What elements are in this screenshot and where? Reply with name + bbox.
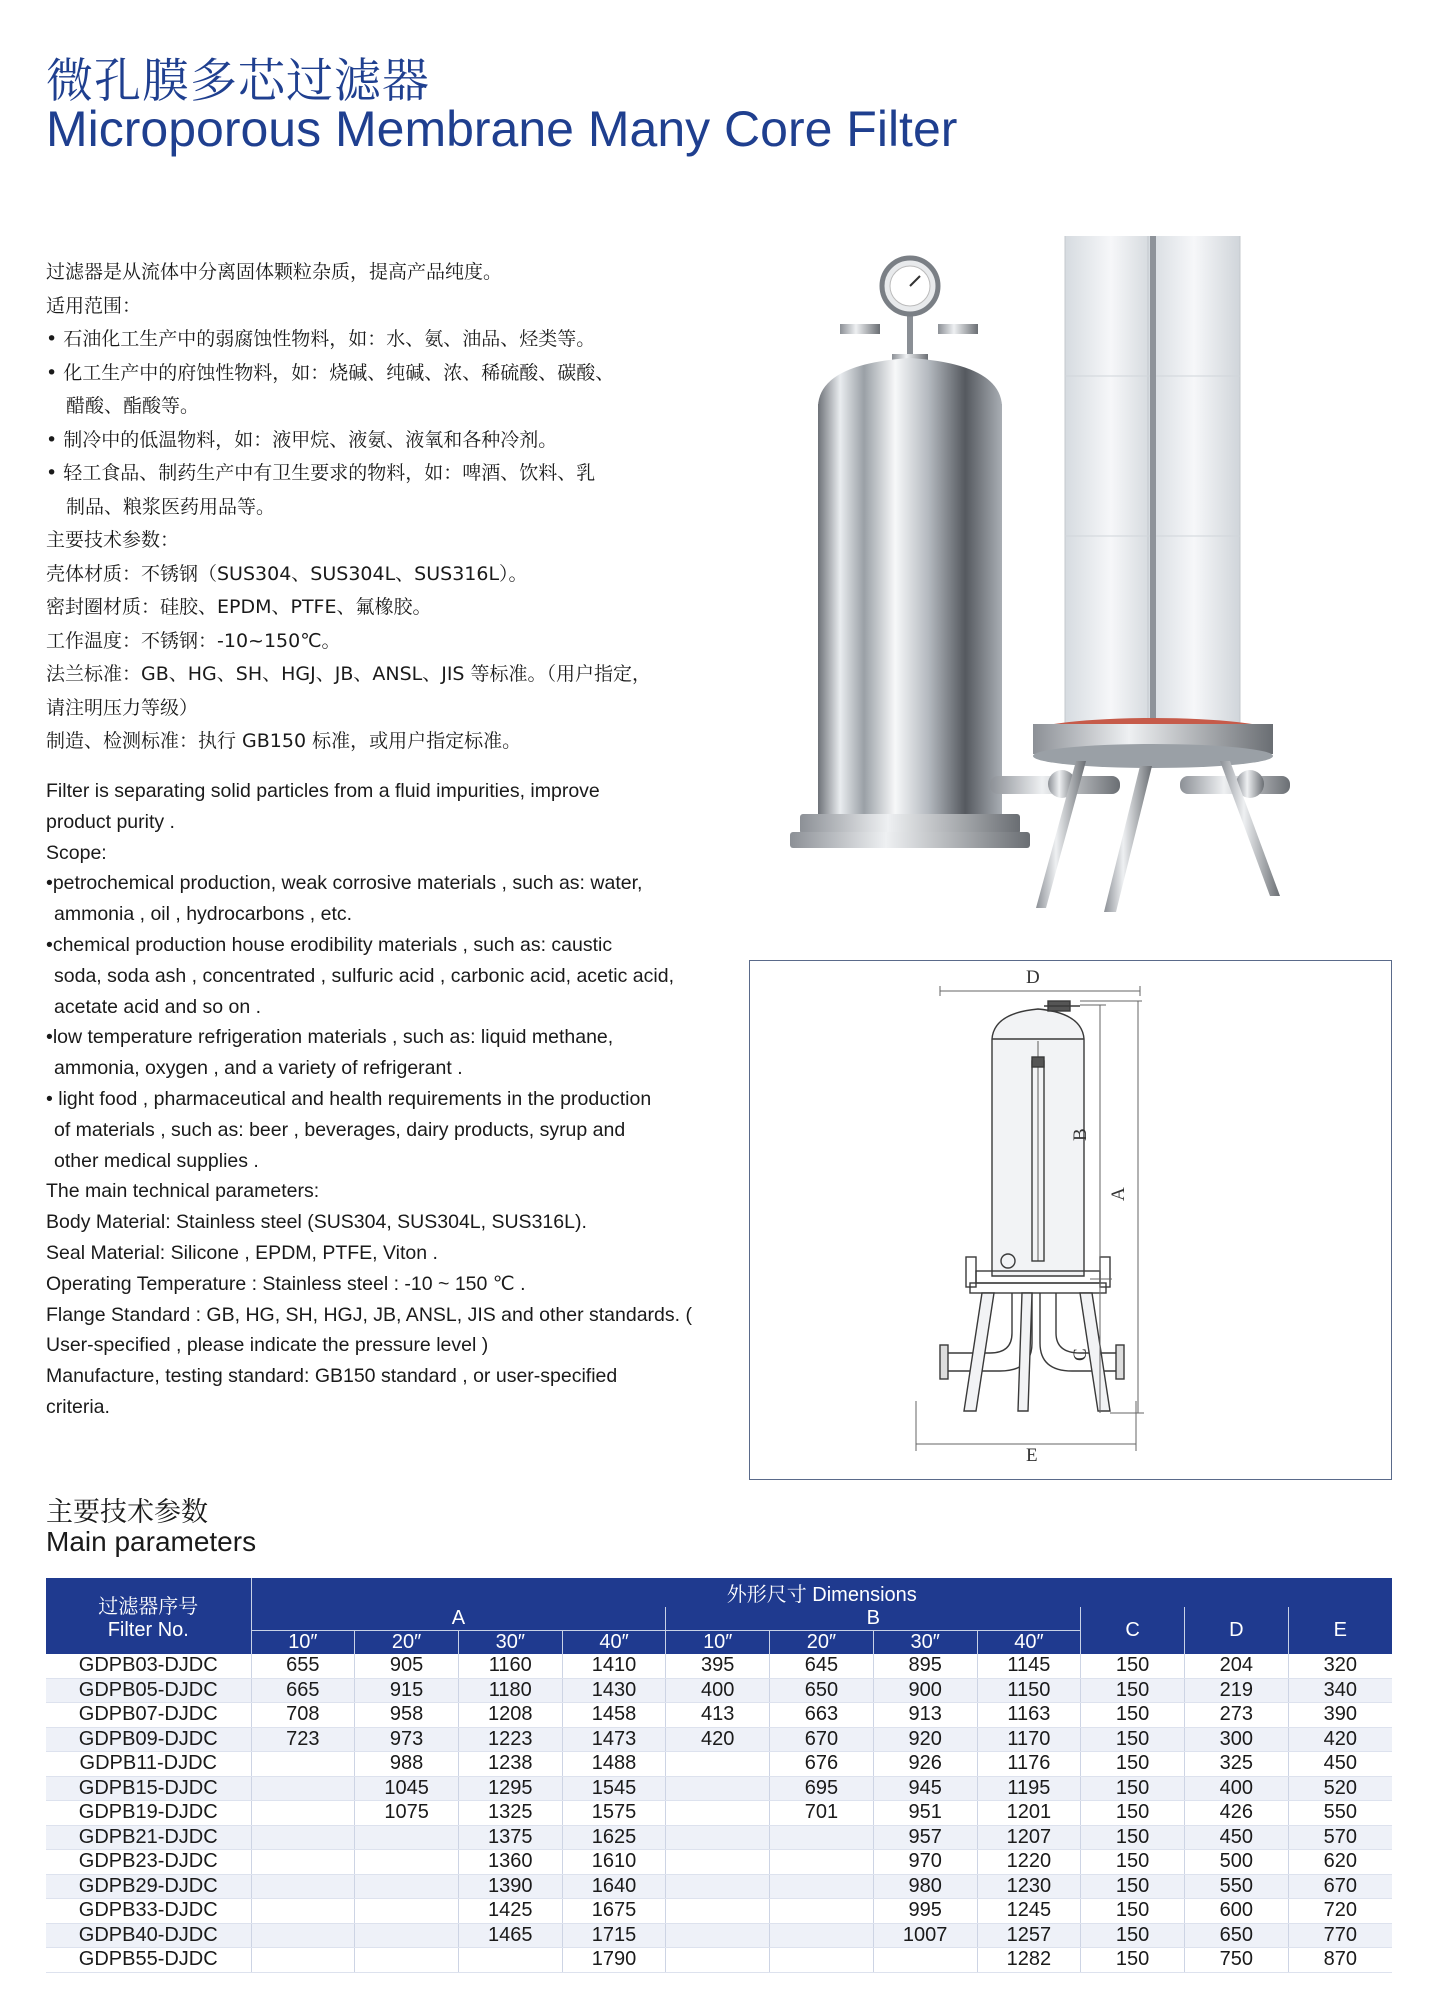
- filter-no-cell: GDPB07-DJDC: [46, 1703, 251, 1728]
- text-line: 适用范围：: [46, 294, 142, 317]
- text-line: Body Material: Stainless steel (SUS304, SUS304L, SUS316L).: [46, 1211, 587, 1234]
- group-b-header: B: [666, 1607, 1081, 1631]
- text-line: • 化工生产中的府蚀性物料，如：烧碱、纯碱、浓、稀硫酸、碳酸、: [46, 361, 615, 384]
- dimension-cell: 945: [873, 1776, 977, 1801]
- text-line: other medical supplies .: [54, 1149, 259, 1172]
- dimension-cell: [355, 1825, 459, 1850]
- section-title-en: Main parameters: [46, 1526, 257, 1557]
- dimension-cell: 150: [1081, 1703, 1185, 1728]
- dimension-cell: 150: [1081, 1801, 1185, 1826]
- dimension-cell: 1257: [977, 1923, 1081, 1948]
- dimension-cell: 676: [770, 1752, 874, 1777]
- text-line: •chemical production house erodibility materials , such as: caustic: [46, 933, 613, 956]
- dimension-cell: [770, 1825, 874, 1850]
- table-row: [46, 1727, 1392, 1752]
- col-c-header: C: [1081, 1607, 1185, 1654]
- dim-label-e: E: [1026, 1445, 1038, 1466]
- filter-no-header-cn: 过滤器序号: [98, 1596, 199, 1618]
- dimension-cell: 450: [1288, 1752, 1392, 1777]
- dimension-cell: 620: [1288, 1850, 1392, 1875]
- dimension-cell: 1150: [977, 1678, 1081, 1703]
- text-line: • 制冷中的低温物料，如：液甲烷、液氨、液氧和各种冷剂。: [46, 428, 558, 451]
- table-row: [46, 1801, 1392, 1826]
- dimension-cell: 1473: [562, 1727, 666, 1752]
- dimension-cell: 1488: [562, 1752, 666, 1777]
- dimension-cell: [251, 1752, 355, 1777]
- dimension-cell: [355, 1948, 459, 1973]
- dimension-cell: 695: [770, 1776, 874, 1801]
- dimension-cell: 750: [1184, 1948, 1288, 1973]
- dimension-cell: 150: [1081, 1752, 1185, 1777]
- dimension-cell: 320: [1288, 1654, 1392, 1678]
- size-header: 40″: [562, 1631, 666, 1655]
- dimension-cell: [251, 1776, 355, 1801]
- product-photo: [780, 236, 1300, 912]
- table-row: [46, 1776, 1392, 1801]
- dimension-cell: 920: [873, 1727, 977, 1752]
- dimension-cell: 1360: [458, 1850, 562, 1875]
- dimension-cell: [666, 1850, 770, 1875]
- dim-label-d: D: [1026, 967, 1040, 988]
- dimension-cell: [666, 1923, 770, 1948]
- dimension-cell: 1610: [562, 1850, 666, 1875]
- dimension-cell: 980: [873, 1874, 977, 1899]
- dimension-cell: [355, 1923, 459, 1948]
- dimension-cell: 150: [1081, 1948, 1185, 1973]
- dimension-cell: [666, 1874, 770, 1899]
- group-a-header: A: [251, 1607, 666, 1631]
- filter-no-header: [46, 1578, 251, 1654]
- dimension-cell: 1170: [977, 1727, 1081, 1752]
- text-line: 工作温度：不锈钢：-10~150℃。: [46, 629, 341, 652]
- filter-no-cell: GDPB05-DJDC: [46, 1678, 251, 1703]
- filter-no-cell: GDPB33-DJDC: [46, 1899, 251, 1924]
- dimension-cell: 1675: [562, 1899, 666, 1924]
- dimension-cell: 973: [355, 1727, 459, 1752]
- filter-no-cell: GDPB29-DJDC: [46, 1874, 251, 1899]
- text-line: 请注明压力等级）: [46, 696, 199, 719]
- text-line: ammonia , oil , hydrocarbons , etc.: [54, 903, 353, 926]
- text-line: criteria.: [46, 1395, 110, 1418]
- dimension-cell: [873, 1948, 977, 1973]
- dimension-cell: 995: [873, 1899, 977, 1924]
- table-row: [46, 1923, 1392, 1948]
- text-line: of materials , such as: beer , beverages, dairy products, syrup and: [54, 1118, 626, 1141]
- dimension-cell: 150: [1081, 1776, 1185, 1801]
- dimension-cell: [770, 1874, 874, 1899]
- dimension-cell: 770: [1288, 1923, 1392, 1948]
- text-line: Filter is separating solid particles from a fluid impurities, improve: [46, 780, 600, 802]
- dimension-cell: [251, 1874, 355, 1899]
- size-header: 30″: [458, 1631, 562, 1655]
- table-row: [46, 1825, 1392, 1850]
- dimension-cell: 1640: [562, 1874, 666, 1899]
- dimension-cell: 325: [1184, 1752, 1288, 1777]
- filter-no-cell: GDPB23-DJDC: [46, 1850, 251, 1875]
- dim-label-a: A: [1108, 1187, 1129, 1201]
- dimension-cell: 895: [873, 1654, 977, 1678]
- text-line: User-specified , please indicate the pressure level ): [46, 1334, 489, 1357]
- filter-no-cell: GDPB03-DJDC: [46, 1654, 251, 1678]
- text-line: 壳体材质：不锈钢（SUS304、SUS304L、SUS316L）。: [46, 562, 528, 585]
- text-line: ammonia, oxygen , and a variety of refrigerant .: [54, 1057, 463, 1080]
- dimension-cell: [251, 1899, 355, 1924]
- dimension-cell: 663: [770, 1703, 874, 1728]
- dimension-cell: 413: [666, 1703, 770, 1728]
- dimension-cell: [355, 1874, 459, 1899]
- text-line: 制造、检测标准：执行 GB150 标准，或用户指定标准。: [46, 730, 522, 752]
- size-header: 20″: [355, 1631, 459, 1655]
- dimension-cell: 150: [1081, 1825, 1185, 1850]
- page-title-en: Microporous Membrane Many Core Filter: [46, 101, 958, 157]
- parameters-table-body: [46, 1654, 1392, 1972]
- dimension-cell: 958: [355, 1703, 459, 1728]
- description-en: [46, 776, 696, 1423]
- filter-no-cell: GDPB09-DJDC: [46, 1727, 251, 1752]
- dimension-cell: 390: [1288, 1703, 1392, 1728]
- dimension-cell: 1425: [458, 1899, 562, 1924]
- dimension-cell: 1790: [562, 1948, 666, 1973]
- dimension-cell: 1208: [458, 1703, 562, 1728]
- dimension-cell: 970: [873, 1850, 977, 1875]
- dimension-cell: [666, 1776, 770, 1801]
- dimension-cell: 600: [1184, 1899, 1288, 1924]
- table-row: [46, 1703, 1392, 1728]
- dimension-cell: [770, 1923, 874, 1948]
- text-line: Operating Temperature : Stainless steel : -10 ~ 150 ℃ .: [46, 1272, 526, 1295]
- filter-no-cell: GDPB21-DJDC: [46, 1825, 251, 1850]
- dimension-cell: 913: [873, 1703, 977, 1728]
- dimension-cell: 905: [355, 1654, 459, 1678]
- text-line: •low temperature refrigeration materials , such as: liquid methane,: [46, 1026, 614, 1049]
- dimension-cell: 915: [355, 1678, 459, 1703]
- table-row: [46, 1654, 1392, 1678]
- size-header: 40″: [977, 1631, 1081, 1655]
- dimension-cell: 665: [251, 1678, 355, 1703]
- text-line: • 石油化工生产中的弱腐蚀性物料，如：水、氨、油品、烃类等。: [46, 328, 596, 350]
- dimension-diagram: [749, 960, 1392, 1480]
- text-line: soda, soda ash , concentrated , sulfuric acid , carbonic acid, acetic acid,: [54, 964, 675, 987]
- text-line: 制品、粮浆医药用品等。: [66, 495, 276, 518]
- dimension-cell: 150: [1081, 1874, 1185, 1899]
- table-row: [46, 1752, 1392, 1777]
- text-line: 法兰标准：GB、HG、SH、HGJ、JB、ANSL、JIS 等标准。（用户指定，: [46, 663, 652, 685]
- dimension-cell: [770, 1948, 874, 1973]
- dimension-cell: 670: [770, 1727, 874, 1752]
- dimension-cell: [251, 1923, 355, 1948]
- dimension-cell: [355, 1899, 459, 1924]
- dimension-cell: 420: [1288, 1727, 1392, 1752]
- text-line: • light food , pharmaceutical and health requirements in the production: [46, 1087, 652, 1110]
- dimension-cell: 988: [355, 1752, 459, 1777]
- dimension-cell: 1282: [977, 1948, 1081, 1973]
- text-line: 主要技术参数：: [46, 529, 180, 551]
- size-header: 10″: [251, 1631, 355, 1655]
- dimension-cell: 550: [1184, 1874, 1288, 1899]
- dimension-cell: 870: [1288, 1948, 1392, 1973]
- dimension-cell: 400: [666, 1678, 770, 1703]
- dimension-cell: 400: [1184, 1776, 1288, 1801]
- dimension-cell: 720: [1288, 1899, 1392, 1924]
- dimension-cell: 1625: [562, 1825, 666, 1850]
- dimension-cell: 1201: [977, 1801, 1081, 1826]
- dimension-cell: 1238: [458, 1752, 562, 1777]
- dimension-cell: 926: [873, 1752, 977, 1777]
- dimension-cell: 395: [666, 1654, 770, 1678]
- dimension-cell: 1223: [458, 1727, 562, 1752]
- dimension-cell: 957: [873, 1825, 977, 1850]
- dimension-cell: [355, 1850, 459, 1875]
- dimension-cell: 1410: [562, 1654, 666, 1678]
- text-line: Scope:: [46, 841, 107, 864]
- text-line: Manufacture, testing standard: GB150 standard , or user-specified: [46, 1365, 618, 1388]
- size-header: 10″: [666, 1631, 770, 1655]
- table-row: [46, 1948, 1392, 1973]
- dimension-cell: 520: [1288, 1776, 1392, 1801]
- dimension-cell: [251, 1948, 355, 1973]
- text-line: Seal Material: Silicone , EPDM, PTFE, Viton .: [46, 1241, 438, 1264]
- dimension-cell: 273: [1184, 1703, 1288, 1728]
- text-line: Flange Standard : GB, HG, SH, HGJ, JB, ANSL, JIS and other standards. (: [46, 1303, 692, 1326]
- dimension-cell: 1180: [458, 1678, 562, 1703]
- dimension-cell: 1375: [458, 1825, 562, 1850]
- dimension-cell: 670: [1288, 1874, 1392, 1899]
- dimension-cell: 1207: [977, 1825, 1081, 1850]
- dimension-cell: 150: [1081, 1654, 1185, 1678]
- dimension-cell: 150: [1081, 1899, 1185, 1924]
- text-line: •petrochemical production, weak corrosive materials , such as: water,: [46, 872, 643, 895]
- dimensions-header: 外形尺寸 Dimensions: [251, 1578, 1392, 1607]
- dimension-cell: [251, 1850, 355, 1875]
- dimension-cell: 1145: [977, 1654, 1081, 1678]
- filter-no-cell: GDPB40-DJDC: [46, 1923, 251, 1948]
- dimension-cell: 1715: [562, 1923, 666, 1948]
- filter-no-cell: GDPB55-DJDC: [46, 1948, 251, 1973]
- dimension-cell: 1325: [458, 1801, 562, 1826]
- description-cn: [46, 256, 696, 759]
- diagram-drawing: [750, 961, 1390, 1478]
- parameters-table: [46, 1578, 1392, 1973]
- col-e-header: E: [1288, 1607, 1392, 1654]
- section-title-cn: 主要技术参数: [46, 1497, 208, 1528]
- dimension-cell: 420: [666, 1727, 770, 1752]
- dimension-cell: 1075: [355, 1801, 459, 1826]
- dimension-cell: 550: [1288, 1801, 1392, 1826]
- dimension-cell: [666, 1948, 770, 1973]
- dimension-cell: [666, 1801, 770, 1826]
- dimension-cell: [458, 1948, 562, 1973]
- dimension-cell: 650: [1184, 1923, 1288, 1948]
- size-header: 20″: [770, 1631, 874, 1655]
- dimension-cell: 500: [1184, 1850, 1288, 1875]
- text-line: • 轻工食品、制药生产中有卫生要求的物料，如：啤酒、饮料、乳: [46, 462, 596, 484]
- page-title-cn: 微孔膜多芯过滤器: [46, 54, 430, 109]
- dimension-cell: [666, 1752, 770, 1777]
- dimension-cell: 708: [251, 1703, 355, 1728]
- dimension-cell: 150: [1081, 1727, 1185, 1752]
- dimension-cell: 570: [1288, 1825, 1392, 1850]
- dimension-cell: 150: [1081, 1678, 1185, 1703]
- dimension-cell: 1220: [977, 1850, 1081, 1875]
- dimension-cell: 1295: [458, 1776, 562, 1801]
- dimension-cell: 1545: [562, 1776, 666, 1801]
- dimension-cell: 300: [1184, 1727, 1288, 1752]
- dimension-cell: 900: [873, 1678, 977, 1703]
- dimension-cell: 1195: [977, 1776, 1081, 1801]
- text-line: 密封圈材质：硅胶、EPDM、PTFE、氟橡胶。: [46, 596, 432, 618]
- dim-label-b: B: [1070, 1128, 1091, 1141]
- text-line: 过滤器是从流体中分离固体颗粒杂质，提高产品纯度。: [46, 261, 503, 283]
- dimension-cell: 204: [1184, 1654, 1288, 1678]
- dimension-cell: 1230: [977, 1874, 1081, 1899]
- dim-label-c: C: [1070, 1348, 1091, 1361]
- dimension-cell: 1458: [562, 1703, 666, 1728]
- dimension-cell: 1007: [873, 1923, 977, 1948]
- dimension-cell: 219: [1184, 1678, 1288, 1703]
- dimension-cell: 1160: [458, 1654, 562, 1678]
- table-row: [46, 1678, 1392, 1703]
- filter-no-cell: GDPB11-DJDC: [46, 1752, 251, 1777]
- filter-no-cell: GDPB15-DJDC: [46, 1776, 251, 1801]
- text-line: acetate acid and so on .: [54, 995, 262, 1018]
- table-row: [46, 1850, 1392, 1875]
- dimension-cell: 1390: [458, 1874, 562, 1899]
- dimension-cell: 650: [770, 1678, 874, 1703]
- dimension-cell: 655: [251, 1654, 355, 1678]
- filter-no-header-en: Filter No.: [107, 1619, 189, 1641]
- dimension-cell: 1465: [458, 1923, 562, 1948]
- table-row: [46, 1874, 1392, 1899]
- dimension-cell: [251, 1825, 355, 1850]
- dimension-cell: 1575: [562, 1801, 666, 1826]
- dimension-cell: 1430: [562, 1678, 666, 1703]
- dimension-cell: 150: [1081, 1923, 1185, 1948]
- dimension-cell: 1176: [977, 1752, 1081, 1777]
- dimension-cell: 1245: [977, 1899, 1081, 1924]
- dimension-cell: 701: [770, 1801, 874, 1826]
- dimension-cell: 951: [873, 1801, 977, 1826]
- col-d-header: D: [1184, 1607, 1288, 1654]
- table-row: [46, 1899, 1392, 1924]
- text-line: product purity .: [46, 810, 175, 833]
- dimension-cell: [770, 1899, 874, 1924]
- size-header: 30″: [873, 1631, 977, 1655]
- dimension-cell: 723: [251, 1727, 355, 1752]
- dimension-cell: 645: [770, 1654, 874, 1678]
- filter-no-cell: GDPB19-DJDC: [46, 1801, 251, 1826]
- dimension-cell: 426: [1184, 1801, 1288, 1826]
- dimension-cell: [666, 1825, 770, 1850]
- dimension-cell: 150: [1081, 1850, 1185, 1875]
- dimension-cell: 1163: [977, 1703, 1081, 1728]
- dimension-cell: [666, 1899, 770, 1924]
- dimension-cell: [770, 1850, 874, 1875]
- dimension-cell: 450: [1184, 1825, 1288, 1850]
- text-line: 醋酸、酯酸等。: [66, 395, 200, 417]
- text-line: The main technical parameters:: [46, 1180, 320, 1203]
- dimension-cell: 1045: [355, 1776, 459, 1801]
- dimension-cell: 340: [1288, 1678, 1392, 1703]
- dimension-cell: [251, 1801, 355, 1826]
